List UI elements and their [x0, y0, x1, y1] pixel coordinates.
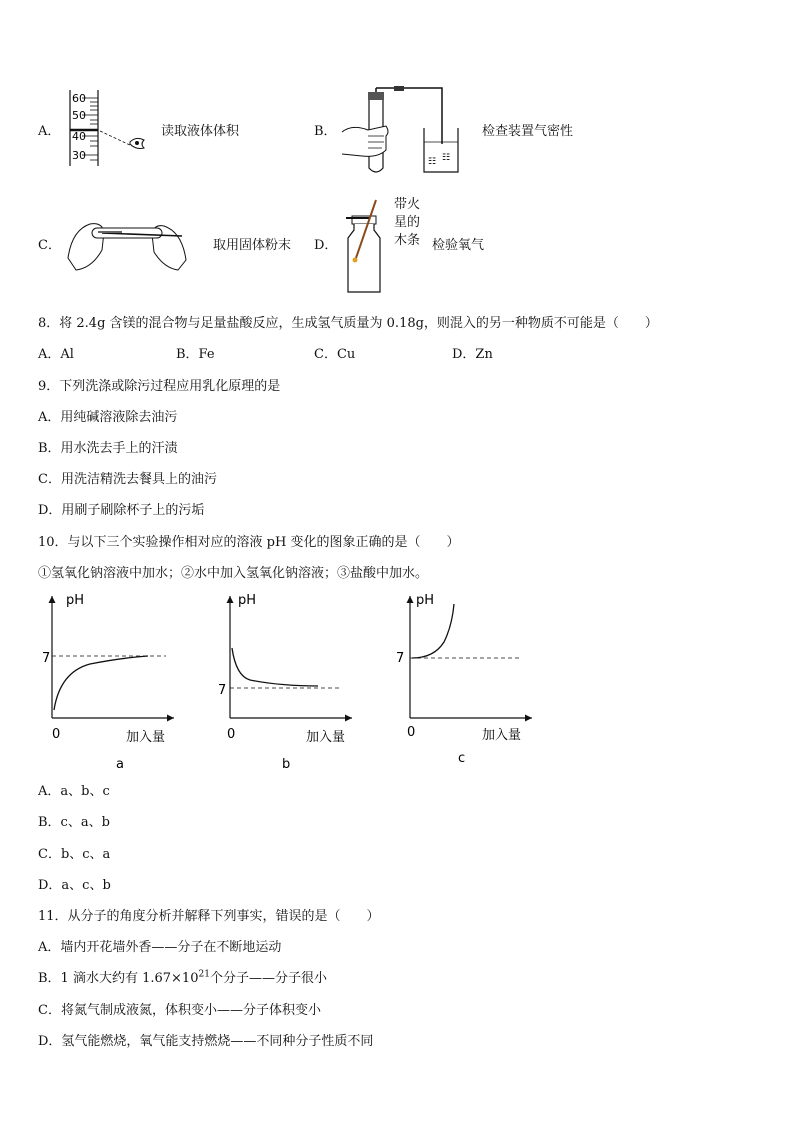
cylinder-tick-label: 60 [72, 92, 86, 105]
reference-tick-label: 7 [396, 651, 405, 666]
cylinder-tick-label: 30 [72, 149, 86, 162]
q10-option-d: D．a、c、b [38, 878, 111, 893]
option-letter: C． [38, 238, 61, 253]
q8-option-c: C．Cu [314, 347, 356, 362]
origin-label: 0 [407, 725, 416, 740]
q10-description: ①氢氧化钠溶液中加水；②水中加入氢氧化钠溶液；③盐酸中加水。 [38, 566, 429, 581]
cylinder-tick-label: 40 [72, 130, 86, 143]
q8-option-b: B．Fe [176, 347, 215, 362]
x-axis-label: 加入量 [482, 728, 522, 743]
y-axis-label: pH [66, 593, 85, 608]
q9-option-a: A．用纯碱溶液除去油污 [38, 410, 178, 425]
chart-title: b [282, 757, 291, 772]
origin-label: 0 [227, 727, 236, 742]
powder-sampling-figure [62, 210, 192, 276]
cylinder-tick-label: 50 [72, 109, 86, 122]
option-letter: B． [314, 124, 337, 139]
option-letter: A． [38, 124, 61, 139]
svg-text:☷: ☷ [428, 157, 437, 167]
q9-option-d: D．用刷子刷除杯子上的污垢 [38, 503, 205, 518]
x-axis-label: 加入量 [306, 730, 346, 745]
q8-stem: 8．将 2.4g 含镁的混合物与足量盐酸反应，生成氢气质量为 0.18g，则混入的另一种物质不可能是（ ） [38, 316, 658, 331]
y-axis-label: pH [238, 593, 257, 608]
reference-tick-label: 7 [218, 683, 227, 698]
y-axis-label: pH [416, 593, 435, 608]
q11-stem: 11．从分子的角度分析并解释下列事实，错误的是（ ） [38, 909, 380, 924]
ph-chart-a [30, 586, 200, 772]
graduated-cylinder-reading-figure [62, 86, 162, 168]
oxygen-test-figure [342, 196, 392, 296]
q10-stem: 10．与以下三个实验操作相对应的溶液 pH 变化的图象正确的是（ ） [38, 535, 460, 550]
x-axis-label: 加入量 [126, 730, 166, 745]
glowing-splint-label: 带火 星的 木条 [394, 197, 421, 248]
q11-option-c: C．将氮气制成液氮，体积变小——分子体积变小 [38, 1003, 321, 1018]
origin-label: 0 [52, 727, 61, 742]
option-text: 取用固体粉末 [213, 238, 292, 253]
q8-option-d: D．Zn [452, 347, 493, 362]
q9-option-b: B．用水洗去手上的汗渍 [38, 441, 178, 456]
q10-option-a: A．a、b、c [38, 784, 110, 799]
q9-stem: 9．下列洗涤或除污过程应用乳化原理的是 [38, 379, 281, 394]
q8-option-a: A．Al [38, 347, 74, 362]
q11-option-a: A．墙内开花墙外香——分子在不断地运动 [38, 940, 282, 955]
series-curve [54, 656, 148, 710]
q9-option-c: C．用洗洁精洗去餐具上的油污 [38, 472, 217, 487]
svg-text:☷: ☷ [442, 153, 451, 163]
q11-option-d: D．氢气能燃烧，氧气能支持燃烧——不同种分子性质不同 [38, 1034, 374, 1049]
ph-chart-b [210, 586, 380, 772]
chart-title: a [116, 757, 124, 772]
airtightness-check-figure [338, 84, 468, 176]
chart-title: c [458, 751, 466, 766]
reference-tick-label: 7 [42, 651, 51, 666]
q10-option-c: C．b、c、a [38, 847, 111, 862]
option-text: 检验氧气 [432, 238, 485, 253]
ph-chart-c [390, 586, 560, 772]
q11-option-b: B．1 滴水大约有 $1.67\times 10^{21}$个分子——分子很小 [38, 969, 327, 986]
series-curve [412, 604, 454, 658]
option-text: 检查装置气密性 [482, 124, 574, 139]
q10-option-b: B．c、a、b [38, 815, 110, 830]
option-text: 读取液体体积 [161, 124, 240, 139]
series-curve [232, 648, 318, 686]
option-letter: D． [314, 238, 338, 253]
